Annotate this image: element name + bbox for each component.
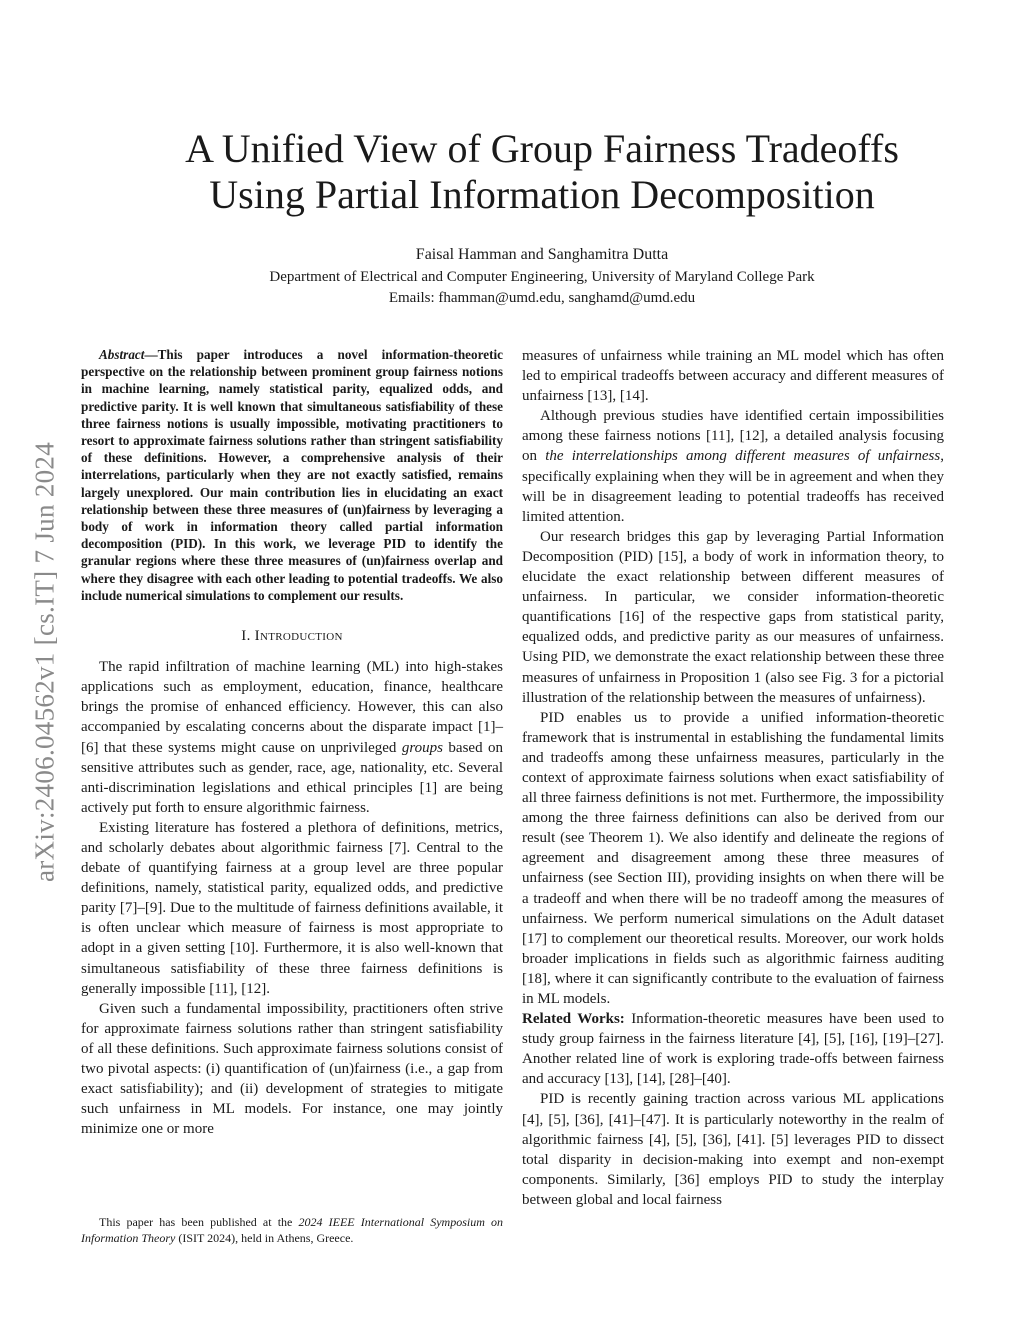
abstract-body: —This paper introduces a novel information-theoretic perspective on the relationship between prominent group fairness notions in machine learning, namely statistical parity, equalized odds, and predictive parity. It is well known that simultaneous satisfiability of these three fairness notions is usually impossible, motivating practitioners to resort to approximate fairness solutions rather than stringent satisfiability of these definitions. However, a comprehensive analysis of their interrelations, particularly when they are not exactly satisfied, remains largely unexplored. Our main contribution lies in elucidating an exact relationship between these three measures of (un)fairness by leveraging a body of work in information theory called partial information decomposition (PID). In this work, we leverage PID to identify the granular regions where these three measures of (un)fairness overlap and where they disagree with each other leading to potential tradeoffs. We also include numerical simulations to complement our results. [81,347,503,603]
abstract-lead: Abstract [99,347,145,362]
right-paragraph-6: PID is recently gaining traction across various ML applications [4], [5], [36], [41]–[47]. It is particularly noteworthy in the realm of algorithmic fairness [4], [5], [36], [41]. [5] leverages PID to dissect total disparity in decision-making into exempt and non-exempt components. Similarly, [36] employs PID to study the interplay between global and local fairness [522,1091,944,1208]
right-paragraph-4: PID enables us to provide a unified information-theoretic framework that is instrumental in establishing the fundamental limits and tradeoffs among these unfairness measures, particularly in the context of approximate fairness solutions when exact satisfiability of all three fairness definitions is not met. Furthermore, the impossibility among the three fairness definitions can also be derived from our result (see Theorem 1). We also identify and delineate the regions of agreement and disagreement among these three measures of unfairness (see Section III), providing insights on when there will be a tradeoff and when there will be no tradeoff among the measures of unfairness. We perform numerical simulations on the Adult dataset [17] to complement our theoretical results. Moreover, our work holds broader implications in fields such as algorithmic fairness auditing [18], where it can significantly contribute to the evaluation of fairness in ML models. [522,709,944,1007]
footnote-text [81,1214,503,1246]
right-p2-text-b: , specifically explaining when they will be in agreement and when they will be in disagreement leading to potential tradeoffs has received limited attention. [522,448,944,525]
footnote-text-a: This paper has been published at the [99,1215,299,1229]
affiliation: Department of Electrical and Computer Engineering, University of Maryland College Park [269,269,815,285]
related-works-body: Information-theoretic measures have been used to study group fairness in the fairness literature [4], [5], [16], [19]–[27]. Another related line of work is exploring trade-offs between fairness and accuracy [13], [14], [28]–[40]. [522,1011,945,1088]
intro-paragraph-2: Existing literature has fostered a plethora of definitions, metrics, and scholarly debates about algorithmic fairness [7]. Central to the debate of quantifying fairness at a group level are three popular definitions, namely, statistical parity, equalized odds, and predictive parity [7]–[9]. Due to the multitude of fairness definitions available, it is often unclear which measure of fairness is most appropriate to adopt in a given setting [10]. Furthermore, it is also well-known that simultaneous satisfiability of these three fairness definitions is generally impossible [11], [12]. [81,819,503,997]
paper-title [60,126,1024,218]
intro-p1-text-a: The rapid infiltration of machine learning (ML) into high-stakes applications such as employment, education, finance, healthcare brings the promise of enhanced efficiency. However, this can also accompanied by escalating concerns about the disparate impact [1]–[6] that these systems might cause on unprivileged [81,659,503,756]
related-works-paragraph [522,1009,944,1089]
related-works-heading: Related Works: [522,1011,625,1028]
intro-paragraph-1 [81,657,503,818]
intro-paragraph-3: Given such a fundamental impossibility, practitioners often strive for approximate fairness solutions rather than stringent satisfiability of all these definitions. Such approximate fairness solutions consist of two pivotal aspects: (i) quantification of (un)fairness (i.e., a gap from exact satisfiability); and (ii) development of strategies to mitigate such unfairness in ML models. For instance, one may jointly minimize one or more [81,1000,503,1138]
section-heading-introduction: I. Introduction [241,628,343,645]
right-paragraph-2 [522,406,944,527]
intro-p1-emphasis: groups [401,739,443,756]
right-p2-emphasis: the interrelationships among different measures of unfairness [545,448,941,465]
arxiv-id-text: arXiv:2406.04562v1 [cs.IT] 7 Jun 2024 [29,441,60,883]
right-p2-text-a: Although previous studies have identified certain impossibilities among these fairness notions [11], [12], a detailed analysis focusing on [522,408,944,465]
footnote-text-b: (ISIT 2024), held in Athens, Greece. [175,1231,354,1245]
title-line-1: A Unified View of Group Fairness Tradeoffs [185,126,899,171]
right-paragraph-1: measures of unfairness while training an ML model which has often led to empirical tradeoffs between accuracy and different measures of unfairness [13], [14]. [522,348,944,405]
left-column [81,346,503,1139]
footnote-venue: 2024 IEEE International Symposium on Information Theory [81,1215,503,1245]
abstract [81,346,503,604]
right-column [522,346,944,1210]
intro-p1-text-b: based on sensitive attributes such as gender, race, age, nationality, etc. Several anti-discrimination legislations and ethical principles [1] are being actively put forth to ensure algorithmic fairness. [81,739,503,816]
emails: Emails: fhamman@umd.edu, sanghamd@umd.edu [388,290,696,306]
footnote [81,1214,503,1246]
right-paragraph-3: Our research bridges this gap by leveraging Partial Information Decomposition (PID) [15], a body of work in information theory, to elucidate the exact relationship between different measures of unfairness. In particular, we consider information-theoretic quantifications [16] of the respective gaps from statistical parity, equalized odds, and predictive parity as our measures of unfairness. Using PID, we demonstrate the exact relationship between these three measures of unfairness in Proposition 1 (also see Fig. 3 for a pictorial illustration of the relationship between the measures of unfairness). [522,528,944,706]
title-line-2: Using Partial Information Decomposition [209,172,875,217]
authors: Faisal Hamman and Sanghamitra Dutta [415,246,669,263]
